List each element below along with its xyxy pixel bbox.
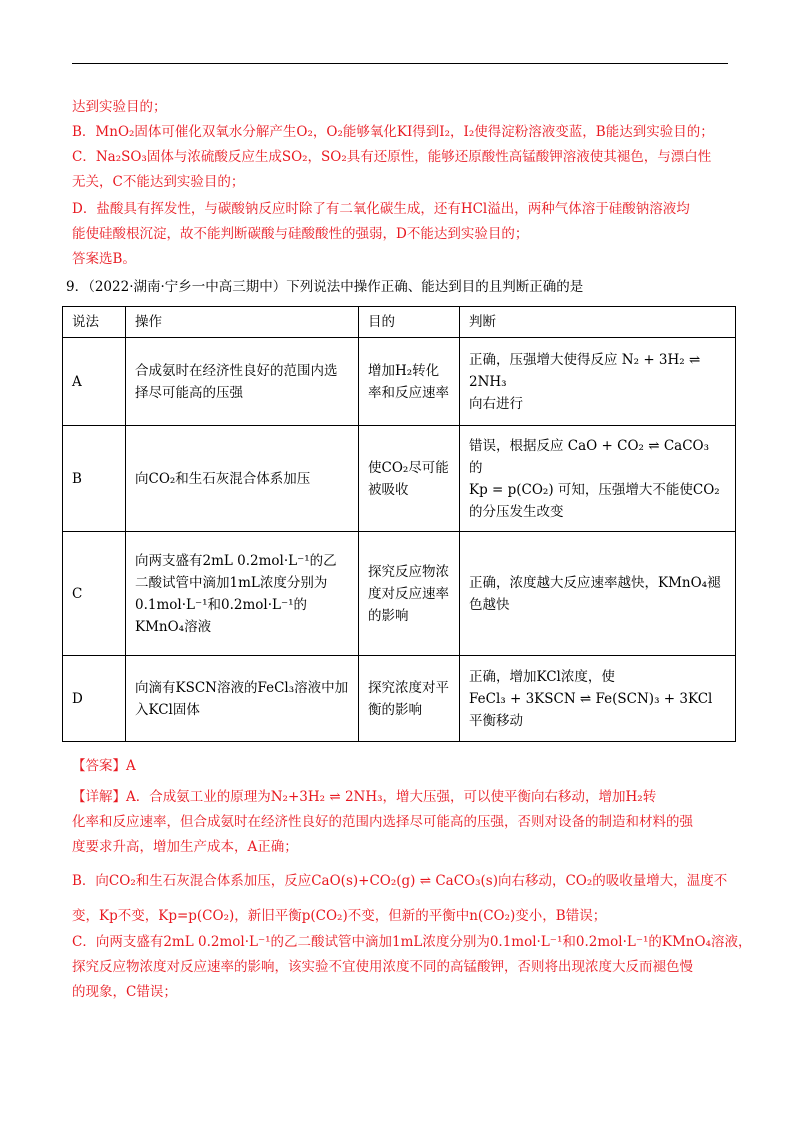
prev-option-d-line1: D．盐酸具有挥发性，与碳酸钠反应时除了有二氧化碳生成，还有HCl溢出，两种气体溶于硅酸钠溶液均 — [72, 201, 690, 217]
judgement-text: 可知，压强增大不能使CO₂的分压发生改变 — [469, 481, 720, 520]
row-purpose: 使CO₂尽可能被吸收 — [359, 426, 460, 532]
prev-option-c-line1: C．Na₂SO₃固体与浓硫酸反应生成SO₂，SO₂具有还原性，能够还原酸性高锰酸钾溶液使其褪色，与漂白性 — [72, 149, 712, 165]
row-operation: 合成氨时在经济性良好的范围内选择尽可能高的压强 — [126, 338, 359, 426]
judgement-text: 的 — [469, 459, 483, 476]
table-row — [63, 426, 736, 532]
table-header-row — [63, 307, 736, 338]
judgement-text: 平衡移动 — [469, 712, 523, 729]
row-key: C — [63, 532, 126, 656]
row-operation: 向滴有KSCN溶液的FeCl₃溶液中加入KCl固体 — [126, 656, 359, 742]
table-row — [63, 338, 736, 426]
judgement-text: 正确，增加KCl浓度，使 — [469, 668, 615, 685]
prev-answer: 答案选B。 — [72, 251, 136, 267]
detail-b-line2: 变，Kp不变，Kp=p(CO₂)，新旧平衡p(CO₂)不变，但新的平衡中n(CO₂)变小，B错误； — [72, 908, 607, 924]
header-cell: 说法 — [63, 307, 126, 338]
header-cell: 目的 — [359, 307, 460, 338]
row-operation: 向两支盛有2mL 0.2mol·L⁻¹的乙二酸试管中滴加1mL浓度分别为0.1mol·L⁻¹和0.2mol·L⁻¹的KMnO₄溶液 — [126, 532, 359, 656]
answer-label: 【答案】A — [72, 758, 136, 774]
reaction-equation: CaO + CO₂ ⇌ CaCO₃ — [567, 437, 710, 454]
reaction-equation: N₂ + 3H₂ ⇌ 2NH₃ — [469, 351, 701, 390]
row-key: B — [63, 426, 126, 532]
judgement-text: 正确，压强增大使得反应 — [469, 351, 618, 368]
row-purpose: 探究反应物浓度对反应速率的影响 — [359, 532, 460, 656]
question-table — [62, 306, 736, 742]
table-row — [63, 656, 736, 742]
prev-option-d-line2: 能使硅酸根沉淀，故不能判断碳酸与硅酸酸性的强弱，D不能达到实验目的； — [72, 226, 529, 242]
header-cell: 判断 — [460, 307, 736, 338]
judgement-text: 向右进行 — [469, 395, 523, 412]
prev-line-0: 达到实验目的； — [72, 99, 167, 115]
detail-a-line2: 化率和反应速率，但合成氨时在经济性良好的范围内选择尽可能高的压强，否则对设备的制造和材料的强 — [72, 814, 693, 830]
header-rule — [72, 63, 728, 64]
prev-option-c-line2: 无关，C不能达到实验目的； — [72, 174, 245, 190]
row-operation: 向CO₂和生石灰混合体系加压 — [126, 426, 359, 532]
table-row — [63, 532, 736, 656]
equilibrium-constant: Kp = p(CO₂) — [469, 481, 554, 498]
question-stem: 9．（2022·湖南·宁乡一中高三期中）下列说法中操作正确、能达到目的且判断正确的是 — [66, 279, 584, 295]
detail-a-line3: 度要求升高，增加生产成本，A正确； — [72, 839, 298, 855]
row-key: A — [63, 338, 126, 426]
row-judgement — [460, 656, 736, 742]
judgement-text: 错误，根据反应 — [469, 437, 564, 454]
row-key: D — [63, 656, 126, 742]
detail-c-line2: 探究反应物浓度对反应速率的影响，该实验不宜使用浓度不同的高锰酸钾，否则将出现浓度大反而褪色慢 — [72, 959, 693, 975]
row-purpose: 探究浓度对平衡的影响 — [359, 656, 460, 742]
row-judgement: 正确，浓度越大反应速率越快，KMnO₄褪色越快 — [460, 532, 736, 656]
detail-c-line3: 的现象，C错误； — [72, 984, 177, 1000]
detail-a-line1: 【详解】A．合成氨工业的原理为N₂+3H₂ ⇌ 2NH₃，增大压强，可以使平衡向右移动，增加H₂转 — [72, 789, 657, 805]
row-judgement — [460, 338, 736, 426]
prev-option-b: B．MnO₂固体可催化双氧水分解产生O₂，O₂能够氧化KI得到I₂，I₂使得淀粉溶液变蓝，B能达到实验目的； — [72, 124, 714, 140]
header-cell: 操作 — [126, 307, 359, 338]
detail-b-line1: B．向CO₂和生石灰混合体系加压，反应CaO(s)+CO₂(g) ⇌ CaCO₃(s)向右移动，CO₂的吸收量增大，温度不 — [72, 873, 728, 889]
detail-c-line1: C．向两支盛有2mL 0.2mol·L⁻¹的乙二酸试管中滴加1mL浓度分别为0.1mol·L⁻¹和0.2mol·L⁻¹的KMnO₄溶液， — [72, 934, 752, 950]
row-judgement — [460, 426, 736, 532]
reaction-equation: FeCl₃ + 3KSCN ⇌ Fe(SCN)₃ + 3KCl — [469, 690, 713, 707]
row-purpose: 增加H₂转化率和反应速率 — [359, 338, 460, 426]
